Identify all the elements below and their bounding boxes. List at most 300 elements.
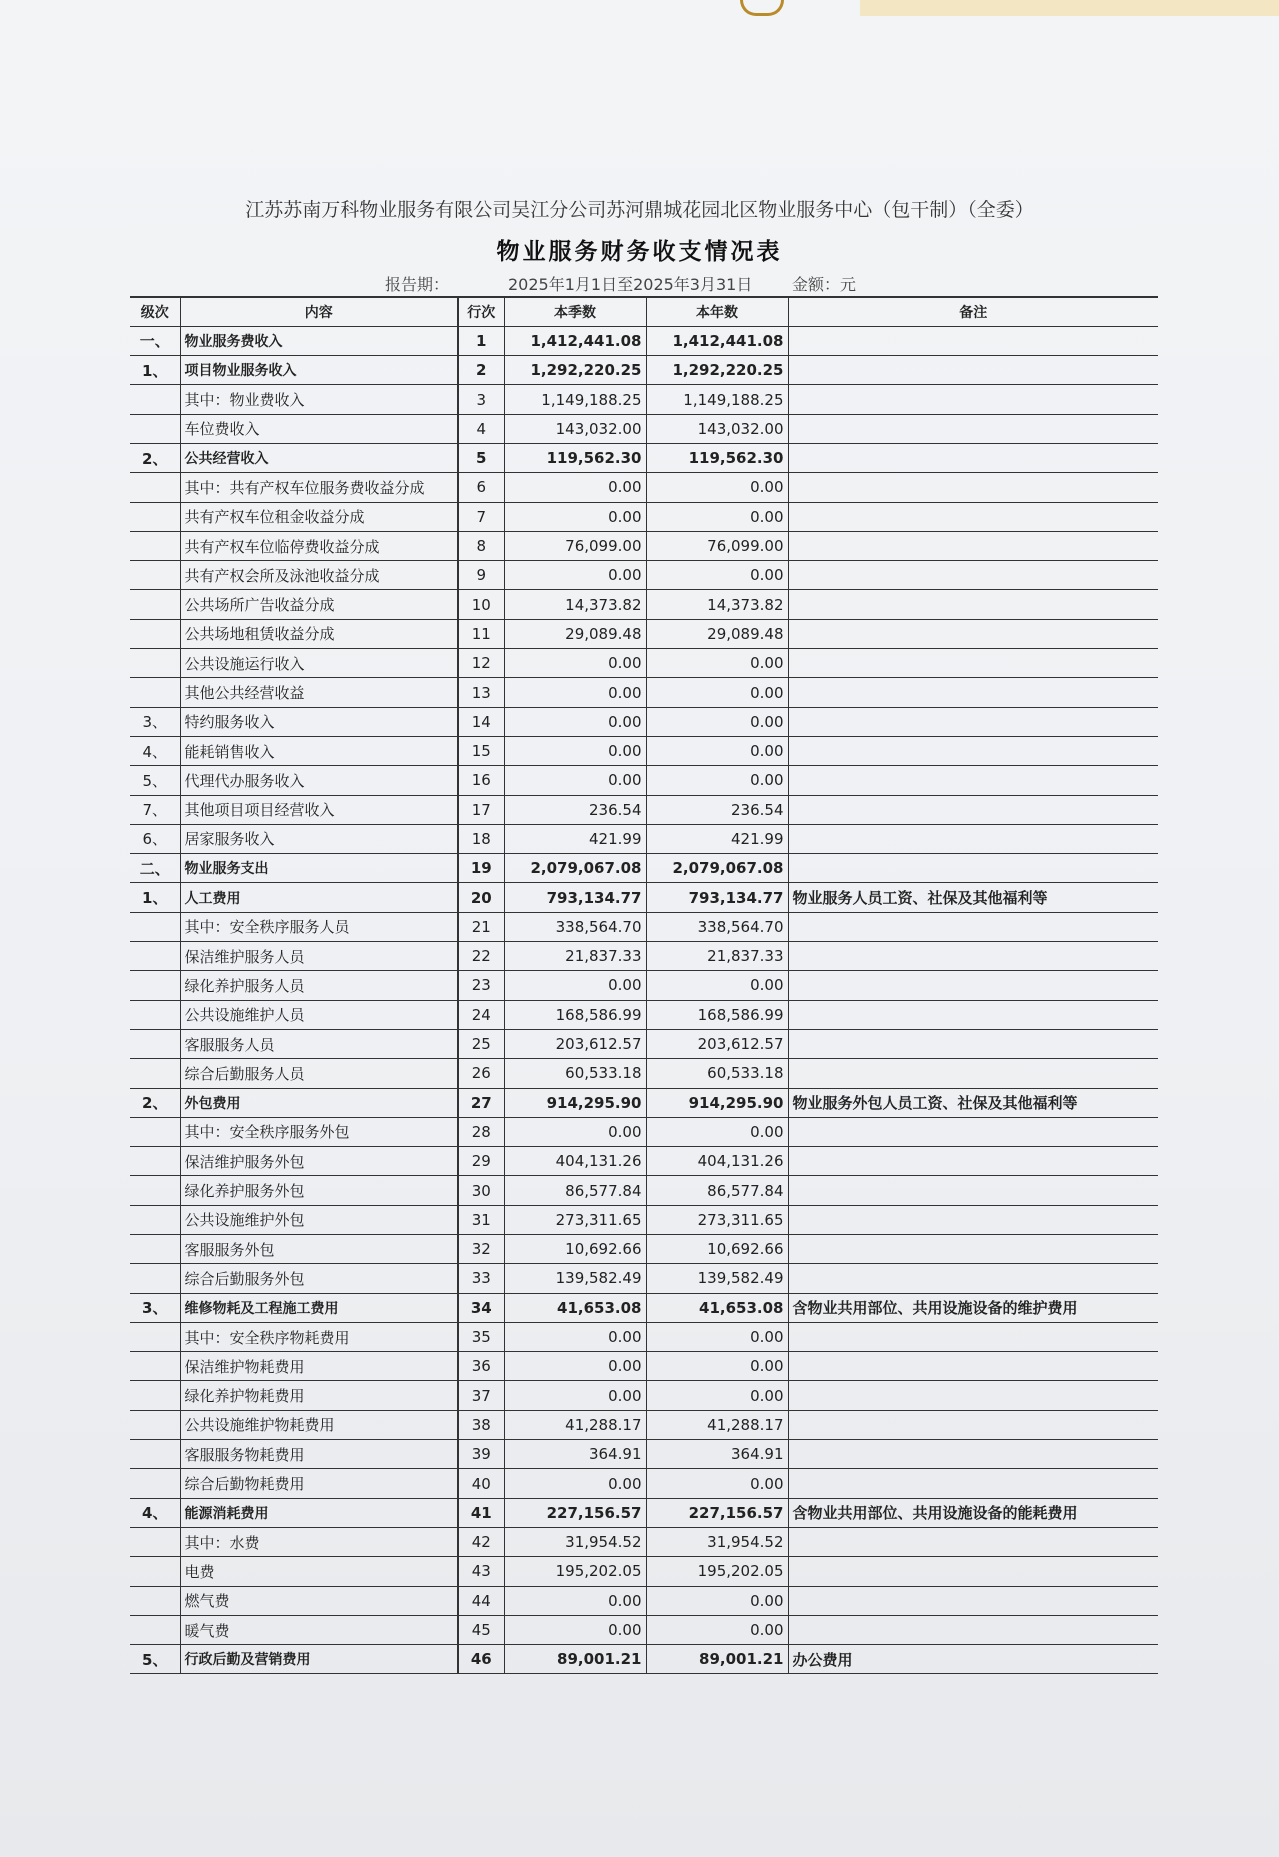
row-number-cell: 37 [458,1381,504,1410]
row-number-cell: 41 [458,1498,504,1527]
level-cell: 5、 [130,1645,180,1674]
row-number-cell: 24 [458,1000,504,1029]
content-cell: 公共场所广告收益分成 [180,590,458,619]
quarter-amount-cell: 421.99 [504,824,646,853]
content-cell: 暖气费 [180,1615,458,1644]
quarter-amount-cell: 0.00 [504,1381,646,1410]
amount-unit: 金额：元 [792,275,857,294]
quarter-amount-cell: 1,149,188.25 [504,385,646,414]
year-amount-cell: 0.00 [646,736,788,765]
content-cell: 燃气费 [180,1586,458,1615]
table-row [130,1322,1158,1351]
content-cell: 公共设施维护外包 [180,1205,458,1234]
year-amount-cell: 421.99 [646,824,788,853]
row-number-cell: 11 [458,619,504,648]
level-cell: 4、 [130,1498,180,1527]
row-number-cell: 43 [458,1557,504,1586]
quarter-amount-cell: 60,533.18 [504,1059,646,1088]
level-cell [130,1235,180,1264]
quarter-amount-cell: 364.91 [504,1440,646,1469]
year-amount-cell: 0.00 [646,1322,788,1351]
quarter-amount-cell: 41,653.08 [504,1293,646,1322]
note-cell [788,1176,1158,1205]
background-object [860,0,1279,16]
note-cell [788,854,1158,883]
year-amount-cell: 0.00 [646,1352,788,1381]
note-cell [788,736,1158,765]
row-number-cell: 12 [458,649,504,678]
quarter-amount-cell: 203,612.57 [504,1029,646,1058]
level-cell: 3、 [130,707,180,736]
table-row [130,883,1158,912]
level-cell: 1、 [130,356,180,385]
quarter-amount-cell: 0.00 [504,561,646,590]
level-cell: 二、 [130,854,180,883]
table-row [130,971,1158,1000]
table-row [130,1381,1158,1410]
quarter-amount-cell: 21,837.33 [504,942,646,971]
row-number-cell: 25 [458,1029,504,1058]
row-number-cell: 20 [458,883,504,912]
year-amount-cell: 1,149,188.25 [646,385,788,414]
table-row [130,736,1158,765]
content-cell: 保洁维护服务人员 [180,942,458,971]
table-row [130,1557,1158,1586]
year-amount-cell: 60,533.18 [646,1059,788,1088]
quarter-amount-cell: 404,131.26 [504,1147,646,1176]
row-number-cell: 36 [458,1352,504,1381]
note-cell [788,1205,1158,1234]
quarter-amount-cell: 0.00 [504,1352,646,1381]
note-cell [788,971,1158,1000]
note-cell [788,942,1158,971]
year-amount-cell: 236.54 [646,795,788,824]
note-cell [788,619,1158,648]
level-cell: 1、 [130,883,180,912]
note-cell: 物业服务外包人员工资、社保及其他福利等 [788,1088,1158,1117]
table-row [130,1235,1158,1264]
note-cell [788,707,1158,736]
row-number-cell: 38 [458,1410,504,1439]
table-row [130,385,1158,414]
table-row [130,531,1158,560]
row-number-cell: 28 [458,1117,504,1146]
col-rowno-header: 行次 [458,297,504,326]
level-cell [130,1586,180,1615]
level-cell [130,414,180,443]
row-number-cell: 26 [458,1059,504,1088]
row-number-cell: 19 [458,854,504,883]
row-number-cell: 23 [458,971,504,1000]
quarter-amount-cell: 41,288.17 [504,1410,646,1439]
year-amount-cell: 86,577.84 [646,1176,788,1205]
level-cell [130,1176,180,1205]
content-cell: 其中：水费 [180,1527,458,1556]
row-number-cell: 27 [458,1088,504,1117]
level-cell [130,561,180,590]
year-amount-cell: 0.00 [646,1117,788,1146]
content-cell: 其他公共经营收益 [180,678,458,707]
year-amount-cell: 29,089.48 [646,619,788,648]
table-row [130,1088,1158,1117]
row-number-cell: 16 [458,766,504,795]
note-cell: 含物业共用部位、共用设施设备的能耗费用 [788,1498,1158,1527]
level-cell [130,385,180,414]
content-cell: 共有产权会所及泳池收益分成 [180,561,458,590]
quarter-amount-cell: 14,373.82 [504,590,646,619]
row-number-cell: 34 [458,1293,504,1322]
row-number-cell: 39 [458,1440,504,1469]
content-cell: 公共设施运行收入 [180,649,458,678]
year-amount-cell: 76,099.00 [646,531,788,560]
quarter-amount-cell: 0.00 [504,1586,646,1615]
row-number-cell: 45 [458,1615,504,1644]
level-cell [130,1147,180,1176]
level-cell [130,1322,180,1351]
note-cell [788,1615,1158,1644]
level-cell: 7、 [130,795,180,824]
col-note-header: 备注 [788,297,1158,326]
table-row [130,414,1158,443]
quarter-amount-cell: 236.54 [504,795,646,824]
year-amount-cell: 0.00 [646,1586,788,1615]
content-cell: 车位费收入 [180,414,458,443]
quarter-amount-cell: 0.00 [504,1615,646,1644]
row-number-cell: 7 [458,502,504,531]
level-cell [130,619,180,648]
level-cell [130,1264,180,1293]
note-cell [788,473,1158,502]
year-amount-cell: 793,134.77 [646,883,788,912]
note-cell [788,1469,1158,1498]
quarter-amount-cell: 195,202.05 [504,1557,646,1586]
note-cell [788,1059,1158,1088]
level-cell: 6、 [130,824,180,853]
row-number-cell: 17 [458,795,504,824]
year-amount-cell: 21,837.33 [646,942,788,971]
year-amount-cell: 0.00 [646,561,788,590]
level-cell [130,971,180,1000]
table-row [130,649,1158,678]
year-amount-cell: 14,373.82 [646,590,788,619]
content-cell: 行政后勤及营销费用 [180,1645,458,1674]
year-amount-cell: 31,954.52 [646,1527,788,1556]
period-label: 报告期： [385,275,450,294]
table-row [130,1410,1158,1439]
year-amount-cell: 0.00 [646,1469,788,1498]
quarter-amount-cell: 29,089.48 [504,619,646,648]
level-cell [130,1615,180,1644]
note-cell [788,326,1158,355]
content-cell: 人工费用 [180,883,458,912]
quarter-amount-cell: 0.00 [504,736,646,765]
row-number-cell: 18 [458,824,504,853]
content-cell: 其中：安全秩序物耗费用 [180,1322,458,1351]
note-cell [788,1235,1158,1264]
row-number-cell: 6 [458,473,504,502]
table-row [130,1205,1158,1234]
row-number-cell: 32 [458,1235,504,1264]
year-amount-cell: 404,131.26 [646,1147,788,1176]
year-amount-cell: 0.00 [646,1615,788,1644]
content-cell: 综合后勤服务外包 [180,1264,458,1293]
quarter-amount-cell: 0.00 [504,766,646,795]
quarter-amount-cell: 119,562.30 [504,443,646,472]
level-cell [130,590,180,619]
quarter-amount-cell: 1,412,441.08 [504,326,646,355]
note-cell [788,561,1158,590]
table-row [130,824,1158,853]
note-cell [788,502,1158,531]
level-cell: 5、 [130,766,180,795]
level-cell [130,502,180,531]
year-amount-cell: 0.00 [646,766,788,795]
quarter-amount-cell: 0.00 [504,971,646,1000]
quarter-amount-cell: 914,295.90 [504,1088,646,1117]
table-row [130,590,1158,619]
year-amount-cell: 227,156.57 [646,1498,788,1527]
year-amount-cell: 0.00 [646,971,788,1000]
quarter-amount-cell: 76,099.00 [504,531,646,560]
content-cell: 客服服务人员 [180,1029,458,1058]
quarter-amount-cell: 273,311.65 [504,1205,646,1234]
level-cell [130,942,180,971]
table-row [130,678,1158,707]
finance-table [130,296,1158,1674]
year-amount-cell: 195,202.05 [646,1557,788,1586]
content-cell: 公共设施维护人员 [180,1000,458,1029]
note-cell [788,356,1158,385]
level-cell [130,678,180,707]
row-number-cell: 30 [458,1176,504,1205]
level-cell: 一、 [130,326,180,355]
note-cell [788,590,1158,619]
table-row [130,326,1158,355]
content-cell: 客服服务外包 [180,1235,458,1264]
level-cell [130,1527,180,1556]
table-row [130,1264,1158,1293]
content-cell: 其中：共有产权车位服务费收益分成 [180,473,458,502]
quarter-amount-cell: 2,079,067.08 [504,854,646,883]
note-cell [788,1527,1158,1556]
note-cell [788,1147,1158,1176]
year-amount-cell: 0.00 [646,649,788,678]
content-cell: 保洁维护服务外包 [180,1147,458,1176]
quarter-amount-cell: 793,134.77 [504,883,646,912]
row-number-cell: 2 [458,356,504,385]
year-amount-cell: 0.00 [646,502,788,531]
note-cell [788,1410,1158,1439]
quarter-amount-cell: 0.00 [504,473,646,502]
content-cell: 绿化养护服务人员 [180,971,458,1000]
table-row [130,1147,1158,1176]
level-cell [130,1029,180,1058]
row-number-cell: 21 [458,912,504,941]
content-cell: 能源消耗费用 [180,1498,458,1527]
report-title: 物业服务财务收支情况表 [496,239,783,265]
quarter-amount-cell: 338,564.70 [504,912,646,941]
table-row [130,1527,1158,1556]
year-amount-cell: 41,653.08 [646,1293,788,1322]
note-cell [788,1264,1158,1293]
quarter-amount-cell: 0.00 [504,1469,646,1498]
note-cell [788,795,1158,824]
row-number-cell: 44 [458,1586,504,1615]
note-cell [788,1117,1158,1146]
year-amount-cell: 139,582.49 [646,1264,788,1293]
content-cell: 电费 [180,1557,458,1586]
level-cell [130,912,180,941]
level-cell [130,1557,180,1586]
year-amount-cell: 273,311.65 [646,1205,788,1234]
level-cell [130,1381,180,1410]
note-cell: 含物业共用部位、共用设施设备的维护费用 [788,1293,1158,1322]
year-amount-cell: 0.00 [646,1381,788,1410]
note-cell [788,1586,1158,1615]
year-amount-cell: 203,612.57 [646,1029,788,1058]
level-cell [130,1440,180,1469]
note-cell [788,385,1158,414]
row-number-cell: 15 [458,736,504,765]
content-cell: 公共场地租赁收益分成 [180,619,458,648]
note-cell [788,824,1158,853]
content-cell: 外包费用 [180,1088,458,1117]
row-number-cell: 4 [458,414,504,443]
quarter-amount-cell: 1,292,220.25 [504,356,646,385]
level-cell: 2、 [130,443,180,472]
row-number-cell: 1 [458,326,504,355]
content-cell: 综合后勤服务人员 [180,1059,458,1088]
table-row [130,1117,1158,1146]
year-amount-cell: 1,292,220.25 [646,356,788,385]
year-amount-cell: 338,564.70 [646,912,788,941]
row-number-cell: 10 [458,590,504,619]
note-cell [788,912,1158,941]
table-row [130,1469,1158,1498]
quarter-amount-cell: 0.00 [504,1117,646,1146]
table-row [130,473,1158,502]
row-number-cell: 8 [458,531,504,560]
table-row [130,707,1158,736]
content-cell: 公共经营收入 [180,443,458,472]
level-cell [130,473,180,502]
table-row [130,766,1158,795]
table-row [130,561,1158,590]
content-cell: 其中：物业费收入 [180,385,458,414]
content-cell: 综合后勤物耗费用 [180,1469,458,1498]
table-row [130,1498,1158,1527]
row-number-cell: 3 [458,385,504,414]
note-cell [788,1440,1158,1469]
quarter-amount-cell: 143,032.00 [504,414,646,443]
note-cell [788,1029,1158,1058]
table-header-row [130,297,1158,326]
row-number-cell: 5 [458,443,504,472]
year-amount-cell: 0.00 [646,473,788,502]
note-cell [788,531,1158,560]
table-row [130,356,1158,385]
note-cell [788,414,1158,443]
table-row [130,1645,1158,1674]
level-cell [130,1059,180,1088]
note-cell [788,1352,1158,1381]
row-number-cell: 33 [458,1264,504,1293]
row-number-cell: 35 [458,1322,504,1351]
table-row [130,1059,1158,1088]
note-cell [788,1557,1158,1586]
year-amount-cell: 89,001.21 [646,1645,788,1674]
year-amount-cell: 10,692.66 [646,1235,788,1264]
content-cell: 项目物业服务收入 [180,356,458,385]
table-row [130,795,1158,824]
content-cell: 能耗销售收入 [180,736,458,765]
level-cell [130,649,180,678]
content-cell: 绿化养护服务外包 [180,1176,458,1205]
year-amount-cell: 143,032.00 [646,414,788,443]
note-cell [788,678,1158,707]
content-cell: 物业服务支出 [180,854,458,883]
content-cell: 其他项目项目经营收入 [180,795,458,824]
row-number-cell: 14 [458,707,504,736]
table-row [130,1352,1158,1381]
col-level-header: 级次 [130,297,180,326]
table-row [130,1615,1158,1644]
quarter-amount-cell: 139,582.49 [504,1264,646,1293]
level-cell [130,1352,180,1381]
content-cell: 绿化养护物耗费用 [180,1381,458,1410]
col-year-header: 本年数 [646,297,788,326]
quarter-amount-cell: 168,586.99 [504,1000,646,1029]
level-cell [130,1410,180,1439]
note-cell: 办公费用 [788,1645,1158,1674]
year-amount-cell: 364.91 [646,1440,788,1469]
quarter-amount-cell: 0.00 [504,649,646,678]
year-amount-cell: 0.00 [646,678,788,707]
year-amount-cell: 0.00 [646,707,788,736]
table-row [130,1176,1158,1205]
content-cell: 共有产权车位租金收益分成 [180,502,458,531]
quarter-amount-cell: 227,156.57 [504,1498,646,1527]
row-number-cell: 9 [458,561,504,590]
period-value: 2025年1月1日至2025年3月31日 [508,275,753,294]
quarter-amount-cell: 0.00 [504,1322,646,1351]
table-row [130,619,1158,648]
level-cell [130,1000,180,1029]
quarter-amount-cell: 31,954.52 [504,1527,646,1556]
level-cell: 4、 [130,736,180,765]
year-amount-cell: 914,295.90 [646,1088,788,1117]
content-cell: 客服服务物耗费用 [180,1440,458,1469]
table-row [130,912,1158,941]
table-row [130,1293,1158,1322]
note-cell [788,1381,1158,1410]
col-quarter-header: 本季数 [504,297,646,326]
table-row [130,443,1158,472]
note-cell: 物业服务人员工资、社保及其他福利等 [788,883,1158,912]
quarter-amount-cell: 0.00 [504,707,646,736]
note-cell [788,1322,1158,1351]
year-amount-cell: 2,079,067.08 [646,854,788,883]
row-number-cell: 31 [458,1205,504,1234]
year-amount-cell: 168,586.99 [646,1000,788,1029]
note-cell [788,1000,1158,1029]
table-body [130,326,1158,1674]
level-cell [130,1117,180,1146]
table-row [130,1586,1158,1615]
company-name: 江苏苏南万科物业服务有限公司吴江分公司苏河鼎城花园北区物业服务中心（包干制）（全委） [245,199,1034,221]
content-cell: 代理代办服务收入 [180,766,458,795]
row-number-cell: 40 [458,1469,504,1498]
